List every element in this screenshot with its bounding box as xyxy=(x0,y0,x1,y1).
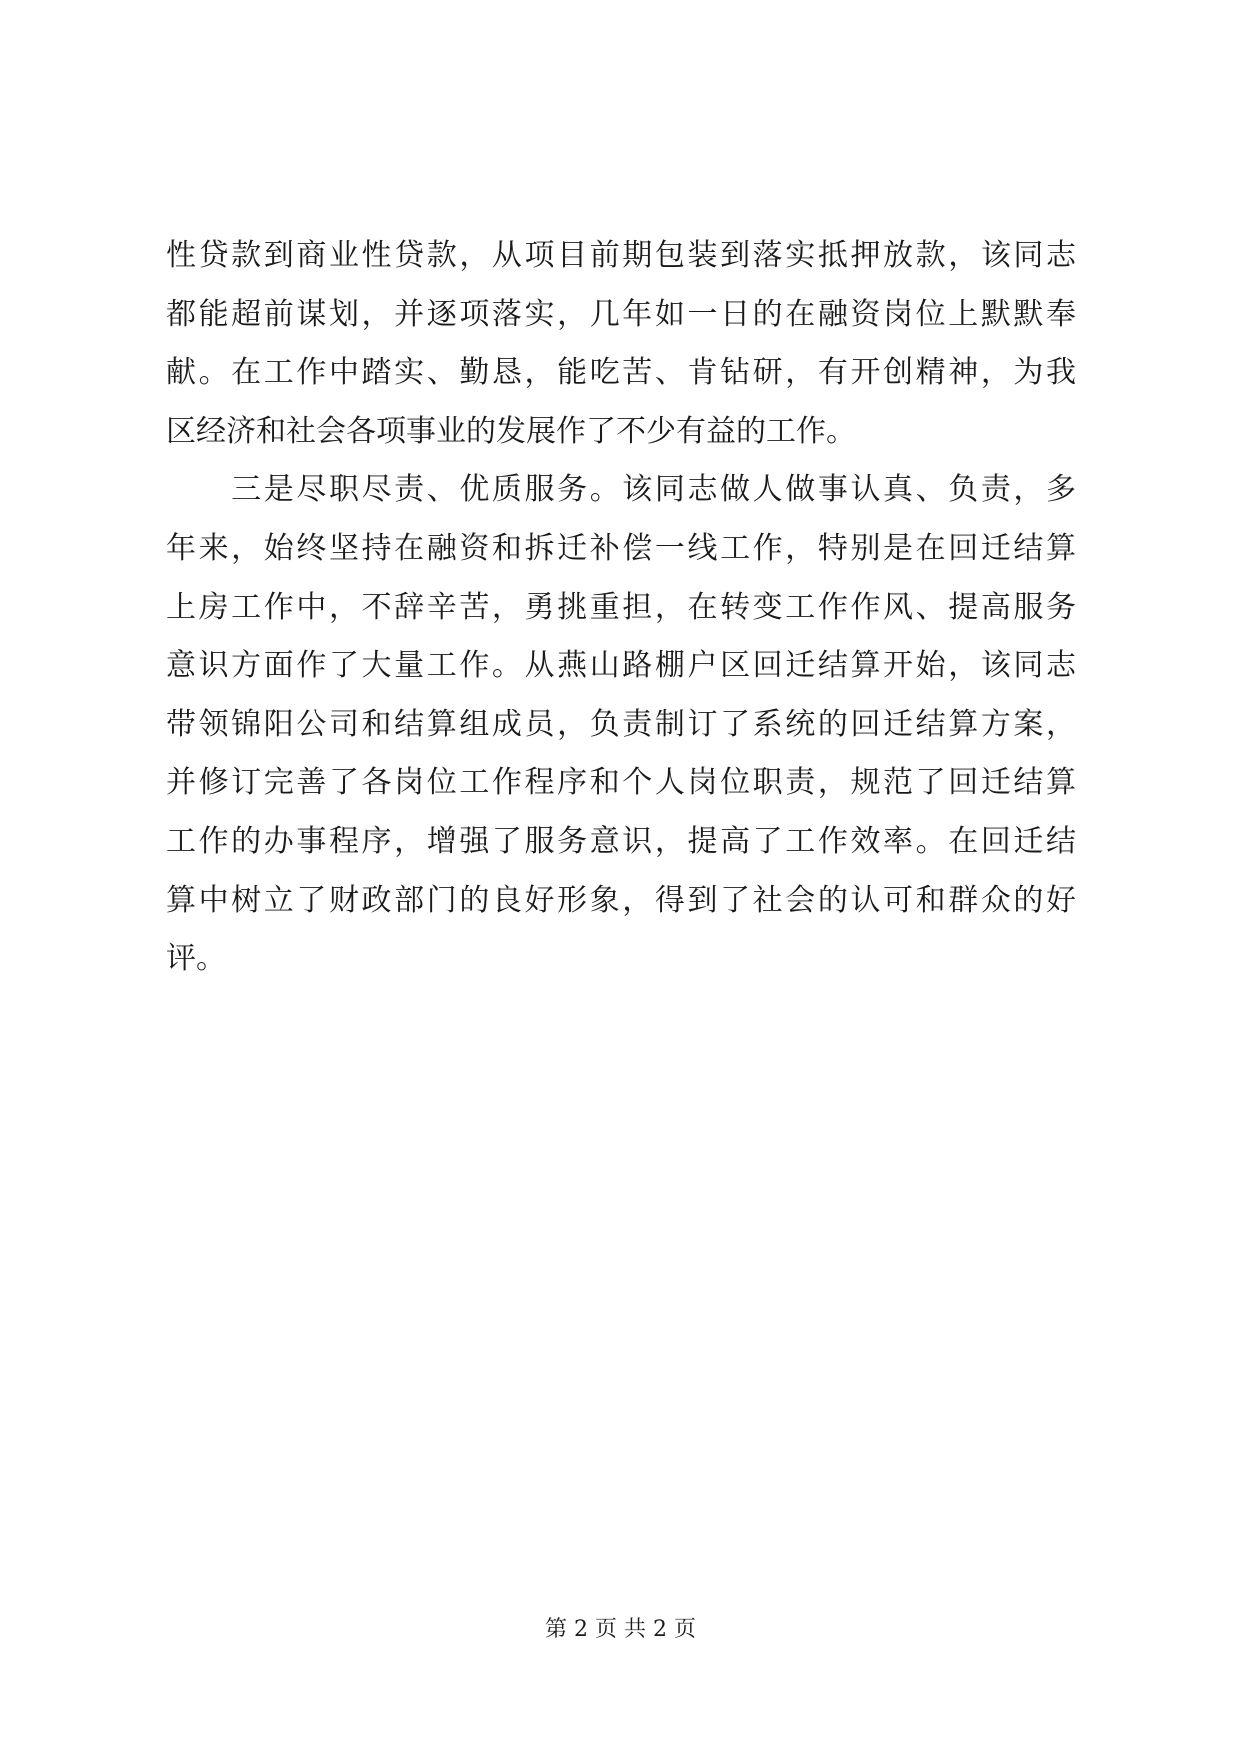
text-line: 意识方面作了大量工作。从燕山路棚户区回迁结算开始，该同志 xyxy=(166,648,1076,684)
text-line: 性贷款到商业性贷款，从项目前期包装到落实抵押放款，该同志 xyxy=(166,238,1076,273)
text-line: 献。在工作中踏实、勤恳，能吃苦、肯钻研，有开创精神，为我 xyxy=(166,355,1076,391)
page-footer xyxy=(0,1612,1241,1643)
paragraph-2 xyxy=(166,461,1076,988)
page-indicator: 第 2 页 共 2 页 xyxy=(545,1617,696,1642)
document-body xyxy=(166,227,1076,989)
text-line: 年来，始终坚持在融资和拆迁补偿一线工作，特别是在回迁结算 xyxy=(166,530,1076,566)
text-line: 带领锦阳公司和结算组成员，负责制订了系统的回迁结算方案， xyxy=(166,706,1076,742)
paragraph-1 xyxy=(166,227,1076,461)
text-line: 并修订完善了各岗位工作程序和个人岗位职责，规范了回迁结算 xyxy=(166,765,1076,801)
text-line: 都能超前谋划，并逐项落实，几年如一日的在融资岗位上默默奉 xyxy=(166,296,1076,332)
text-line: 工作的办事程序，增强了服务意识，提高了工作效率。在回迁结 xyxy=(166,823,1076,859)
text-line: 算中树立了财政部门的良好形象，得到了社会的认可和群众的好 xyxy=(166,882,1076,918)
text-line: 上房工作中，不辞辛苦，勇挑重担，在转变工作作风、提高服务 xyxy=(166,589,1076,625)
text-line: 区经济和社会各项事业的发展作了不少有益的工作。 xyxy=(166,413,856,449)
text-line: 评。 xyxy=(166,941,226,977)
text-line: 三是尽职尽责、优质服务。该同志做人做事认真、负责，多 xyxy=(166,472,1076,508)
